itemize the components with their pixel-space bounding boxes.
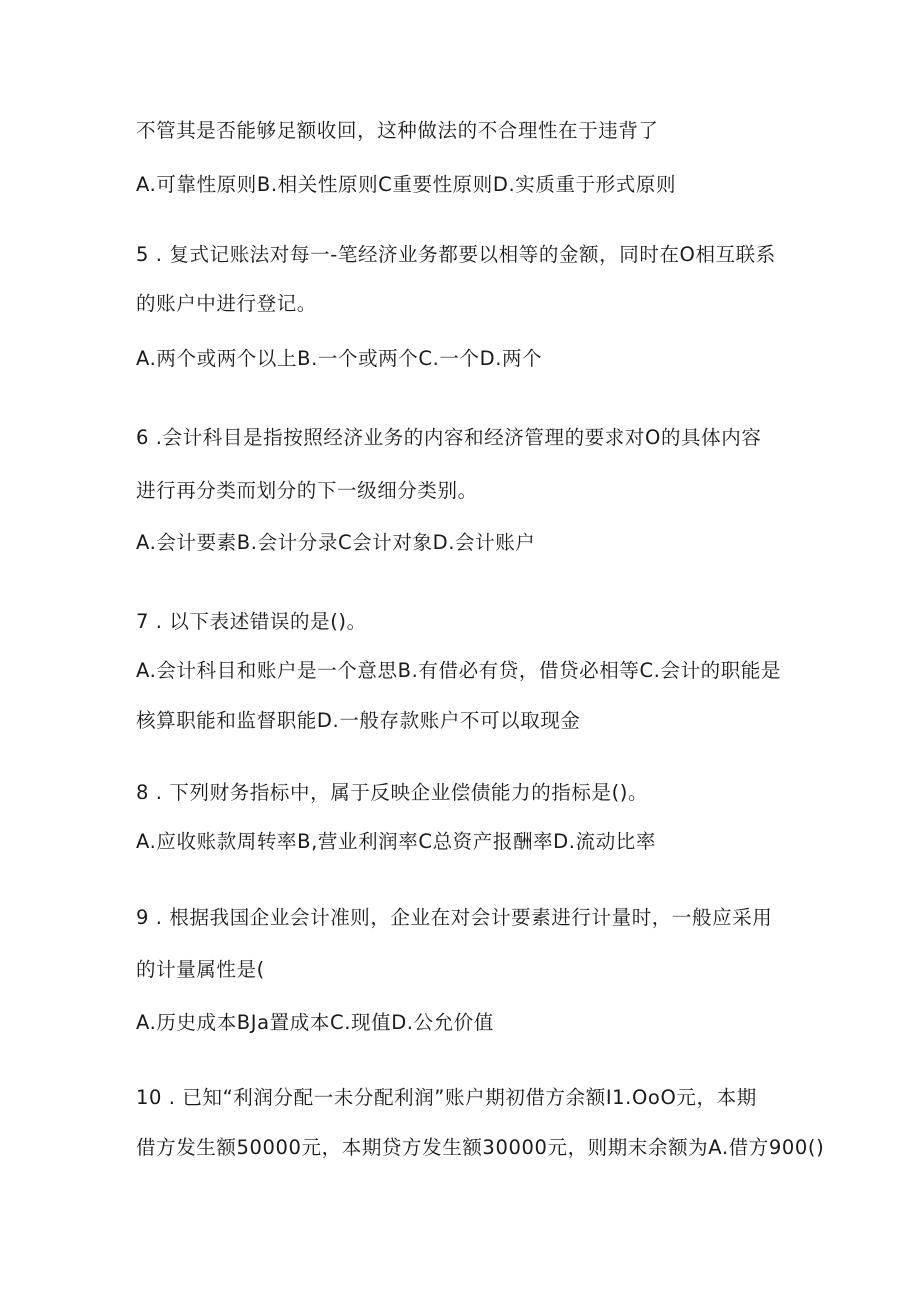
- question-8-stem: 8 . 下列财务指标中，属于反映企业偿债能力的指标是()。: [136, 781, 649, 804]
- question-7-options-cont: 核算职能和监督职能D.一般存款账户不可以取现金: [136, 709, 581, 732]
- question-9-stem-cont: 的计量属性是(: [136, 958, 265, 981]
- question-9-stem: 9 . 根据我国企业会计准则，企业在对会计要素进行计量时，一般应采用: [136, 906, 773, 929]
- question-5-stem: 5 . 复式记账法对每一-笔经济业务都要以相等的金额，同时在O相互联系: [136, 243, 776, 266]
- question-6-stem-cont: 进行再分类而划分的下一级细分类别。: [136, 479, 478, 502]
- question-6-options: A.会计要素B.会计分录C会计对象D.会计账户: [136, 531, 536, 554]
- question-5-options: A.两个或两个以上B.一个或两个C.一个D.两个: [136, 347, 543, 370]
- question-4-continuation: 不管其是否能够足额收回，这种做法的不合理性在于违背了: [136, 119, 659, 142]
- question-9-options: A.历史成本BJa置成本C.现值D.公允价值: [136, 1011, 495, 1034]
- question-7-options: A.会计科目和账户是一个意思B.有借必有贷，借贷必相等C.会计的职能是: [136, 659, 782, 682]
- question-5-stem-cont: 的账户中进行登记。: [136, 292, 317, 315]
- question-4-options: A.可靠性原则B.相关性原则C重要性原则D.实质重于形式原则: [136, 173, 677, 196]
- question-8-options: A.应收账款周转率B,营业利润率C总资产报酬率D.流动比率: [136, 830, 657, 853]
- question-6-stem: 6 .会计科目是指按照经济业务的内容和经济管理的要求对O的具体内容: [136, 426, 762, 449]
- question-10-stem-cont: 借方发生额50000元，本期贷方发生额30000元，则期末余额为A.借方900(): [136, 1136, 825, 1159]
- question-10-stem: 10 . 已知“利润分配一未分配利润”账户期初借方余额I1.OoO元，本期: [136, 1086, 757, 1109]
- question-7-stem: 7 . 以下表述错误的是()。: [136, 610, 367, 633]
